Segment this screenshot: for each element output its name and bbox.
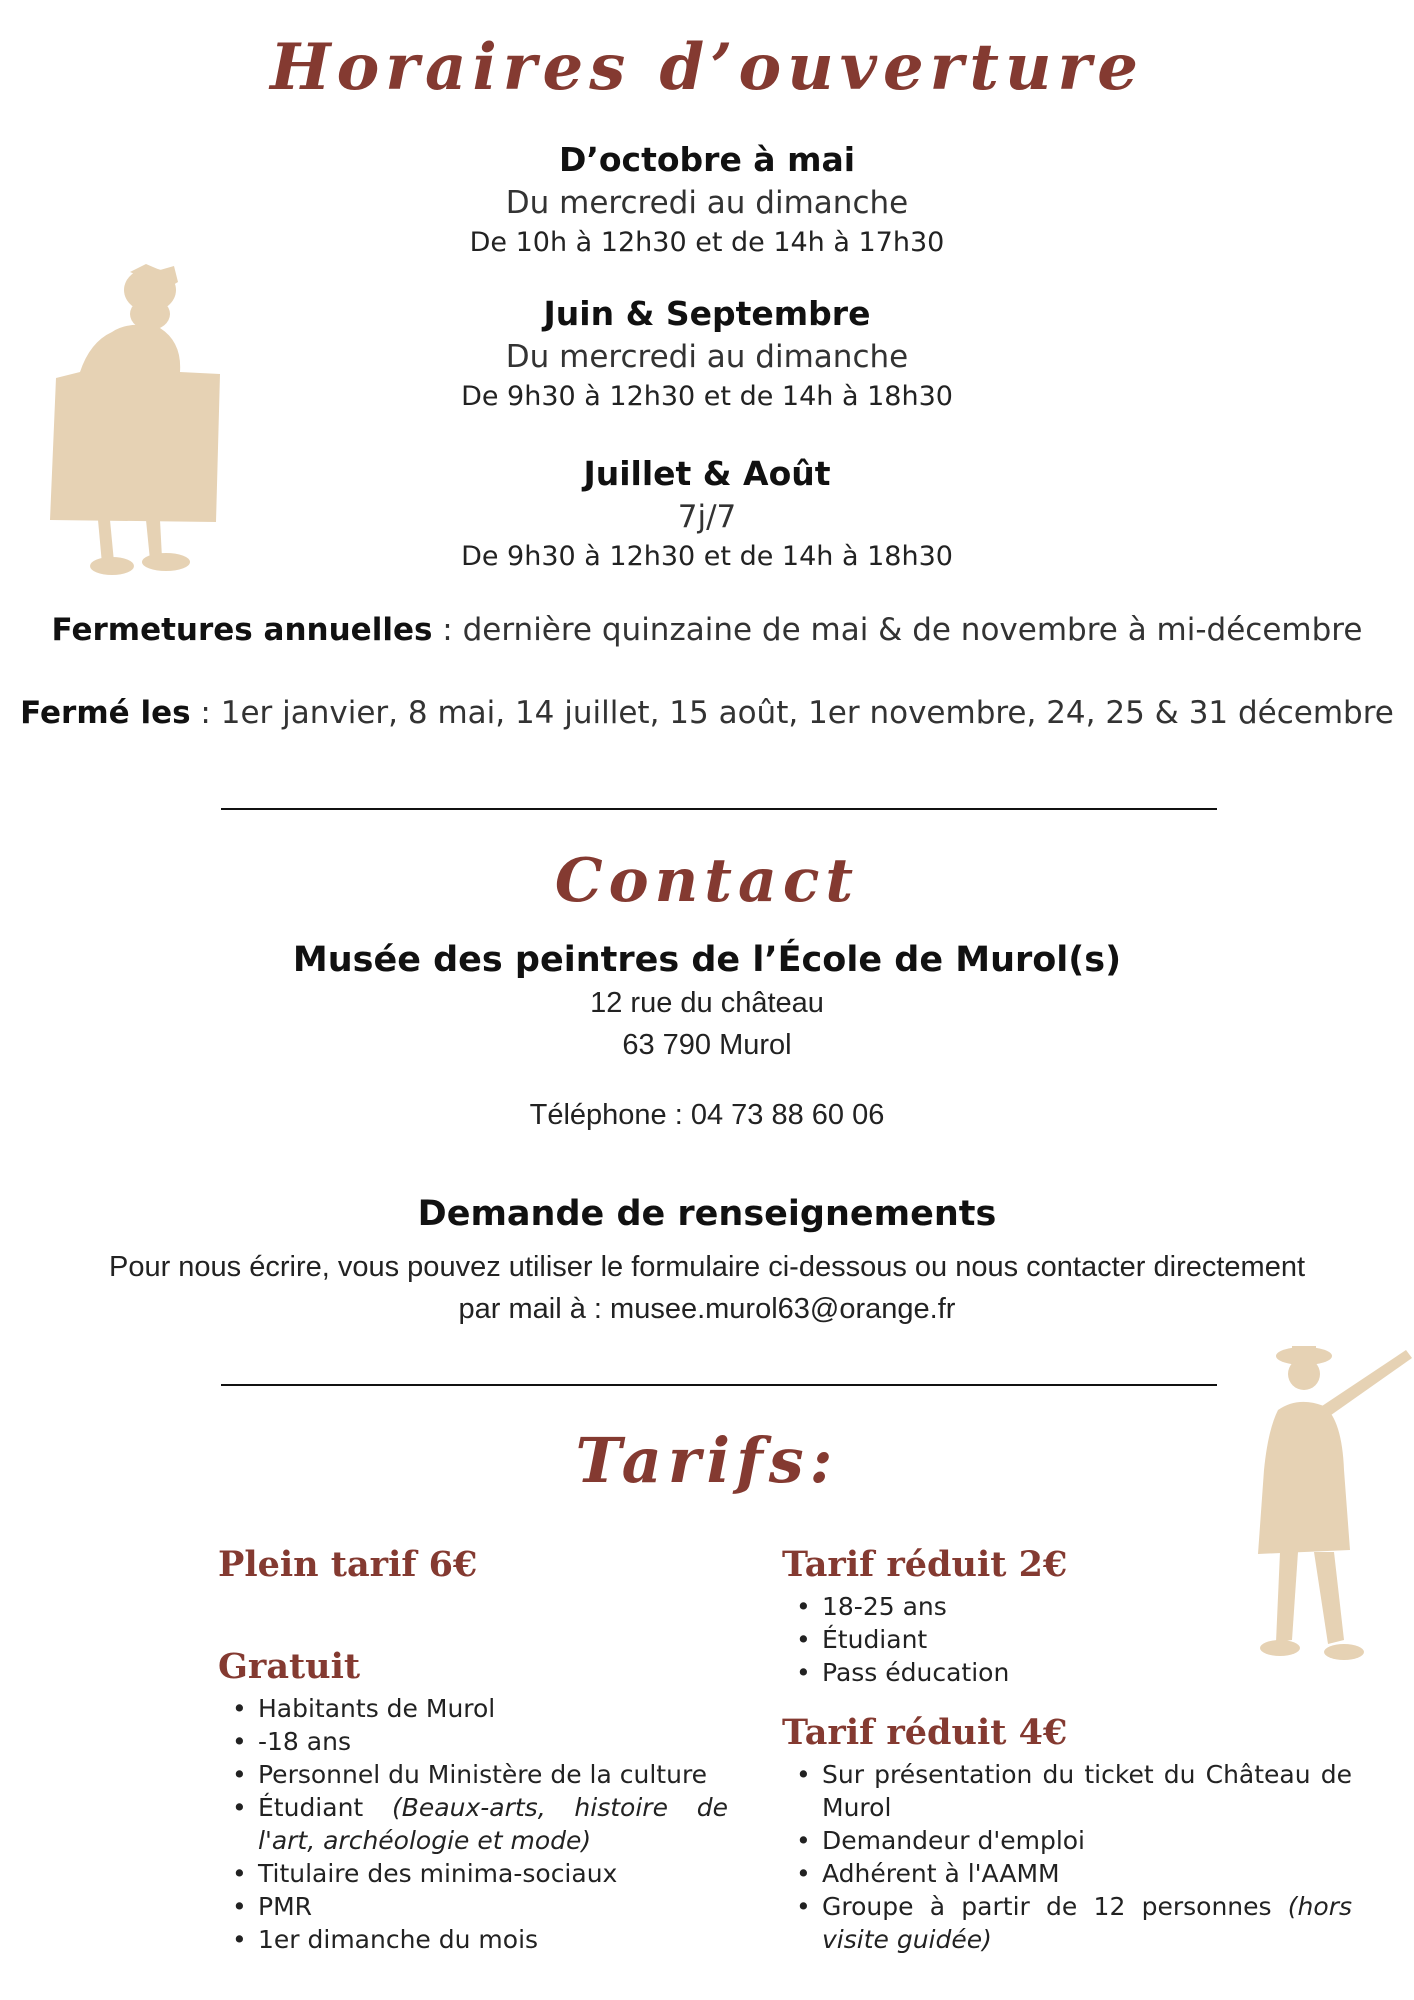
list-item: • Sur présentation du ticket du Château de Murol	[822, 1758, 1352, 1824]
divider	[221, 808, 1217, 810]
list-item: • -18 ans	[258, 1725, 728, 1758]
hours-title: Horaires d’ouverture	[270, 30, 1144, 105]
season-title: D’octobre à mai	[558, 140, 856, 179]
information-request	[0, 1194, 1414, 1330]
full-price-heading: Plein tarif 6€	[218, 1544, 478, 1585]
closed-days	[0, 695, 1414, 731]
season-days: 7j/7	[677, 499, 737, 535]
list-item	[258, 1791, 728, 1857]
list-item: • PMR	[258, 1890, 728, 1923]
list-item: • Habitants de Murol	[258, 1692, 728, 1725]
season-hours: De 9h30 à 12h30 et de 14h à 18h30	[461, 381, 953, 412]
closed-days-label: Fermé les	[20, 695, 191, 731]
contact-address-block	[0, 940, 1414, 1136]
free-heading: Gratuit	[218, 1646, 361, 1687]
reduced-4-heading: Tarif réduit 4€	[782, 1712, 1068, 1753]
free-list	[218, 1692, 728, 1956]
season-hours: De 9h30 à 12h30 et de 14h à 18h30	[461, 541, 953, 572]
list-item: • Adhérent à l'AAMM	[822, 1857, 1352, 1890]
season-days: Du mercredi au dimanche	[505, 339, 909, 375]
list-item: • Pass éducation	[822, 1656, 1352, 1689]
season-hours: De 10h à 12h30 et de 14h à 17h30	[469, 227, 945, 258]
season-days: Du mercredi au dimanche	[505, 185, 909, 221]
reduced-2-heading: Tarif réduit 2€	[782, 1544, 1068, 1585]
request-line-1: Pour nous écrire, vous pouvez utiliser le formulaire ci-dessous ou nous contacter directement	[108, 1251, 1306, 1283]
list-item: • Demandeur d'emploi	[822, 1824, 1352, 1857]
annual-closures-label: Fermetures annuelles	[51, 612, 433, 648]
reduced-2-list	[782, 1590, 1352, 1689]
street-address: 12 rue du château	[590, 987, 824, 1019]
closed-days-text: : 1er janvier, 8 mai, 14 juillet, 15 août, 1er novembre, 24, 25 & 31 décembre	[190, 695, 1394, 731]
list-item: • 1er dimanche du mois	[258, 1923, 728, 1956]
list-item: • Personnel du Ministère de la culture	[258, 1758, 728, 1791]
contact-title: Contact	[554, 846, 860, 916]
divider	[221, 1384, 1217, 1386]
season-july-august	[0, 452, 1414, 576]
city-address: 63 790 Murol	[622, 1029, 792, 1061]
list-item-note: (Beaux-arts, histoire de l'art, archéologie et mode)	[258, 1793, 728, 1855]
phone-number[interactable]: Téléphone : 04 73 88 60 06	[529, 1099, 885, 1131]
museum-name: Musée des peintres de l’École de Murol(s)	[292, 940, 1122, 980]
list-item	[822, 1890, 1352, 1956]
list-item-note: (hors visite guidée)	[822, 1892, 1352, 1954]
season-june-september	[0, 292, 1414, 416]
season-title: Juin & Septembre	[543, 294, 871, 333]
tariffs-title: Tarifs:	[575, 1424, 839, 1497]
season-title: Juillet & Août	[583, 454, 831, 493]
list-item: • 18-25 ans	[822, 1590, 1352, 1623]
season-october-may	[0, 138, 1414, 262]
list-item: • Étudiant	[822, 1623, 1352, 1656]
request-email-line[interactable]: par mail à : musee.murol63@orange.fr	[458, 1293, 956, 1325]
list-item: • Titulaire des minima-sociaux	[258, 1857, 728, 1890]
list-item-label: Étudiant	[258, 1793, 364, 1822]
reduced-4-list	[782, 1758, 1352, 1956]
annual-closures	[0, 612, 1414, 648]
list-item-label: Groupe à partir de 12 personnes	[822, 1892, 1272, 1921]
annual-closures-text: : dernière quinzaine de mai & de novembre à mi-décembre	[432, 612, 1363, 648]
request-title: Demande de renseignements	[417, 1194, 997, 1234]
